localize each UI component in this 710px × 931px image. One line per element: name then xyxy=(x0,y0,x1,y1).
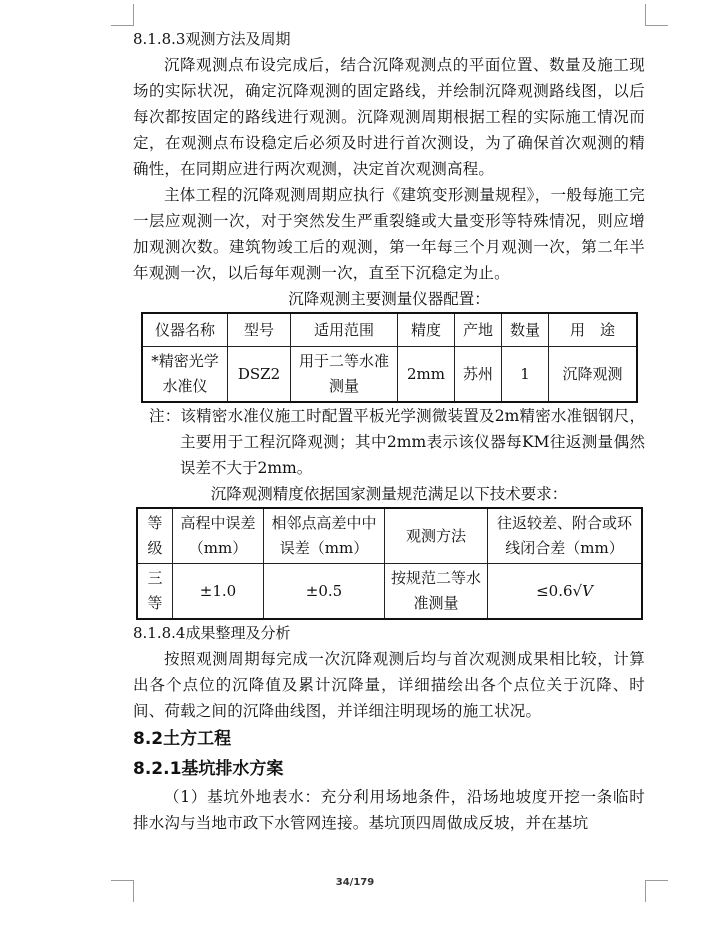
table-header-cell: 仪器名称 xyxy=(142,313,228,347)
heading-earthwork: 8.2土方工程 xyxy=(133,729,232,749)
table-cell: 苏州 xyxy=(455,347,502,403)
table-cell: ±1.0 xyxy=(173,564,264,620)
table-header-cell: 精度 xyxy=(398,313,455,347)
table-cell: 2mm xyxy=(398,347,455,403)
table-row xyxy=(137,564,642,620)
instrument-table xyxy=(141,312,638,403)
crop-mark-top-right-v xyxy=(645,4,646,26)
table-cell: DSZ2 xyxy=(228,347,291,403)
heading-pit-drainage: 8.2.1基坑排水方案 xyxy=(133,759,284,779)
table-cell: 1 xyxy=(502,347,549,403)
table-header-cell: 等级 xyxy=(137,508,173,564)
page-number: 34/179 xyxy=(335,877,375,888)
paragraph-surface-water: （1）基坑外地表水：充分利用场地条件，沿场地坡度开挖一条临时排水沟与当地市政下水管网连接。基坑顶四周做成反坡，并在基坑 xyxy=(133,788,645,832)
table-header-cell: 往返较差、附合或环线闭合差（mm） xyxy=(488,508,643,564)
table1-caption: 沉降观测主要测量仪器配置： xyxy=(288,290,490,308)
sqrt-v-symbol: √V xyxy=(572,581,593,600)
table-header-cell: 数量 xyxy=(502,313,549,347)
table-cell: 三等 xyxy=(137,564,173,620)
table-header-cell: 相邻点高差中中误差（mm） xyxy=(264,508,385,564)
table-header-cell: 高程中误差（mm） xyxy=(173,508,264,564)
accuracy-table xyxy=(136,507,643,620)
section-title-result-analysis: 8.1.8.4成果整理及分析 xyxy=(133,624,291,642)
table-cell: *精密光学水准仪 xyxy=(142,347,228,403)
table-cell: 用于二等水准测量 xyxy=(291,347,398,403)
table-header-cell: 观测方法 xyxy=(385,508,488,564)
table-header-row xyxy=(142,313,637,347)
table-header-cell: 适用范围 xyxy=(291,313,398,347)
table-cell-formula xyxy=(488,564,643,620)
table-header-cell: 用 途 xyxy=(549,313,638,347)
paragraph-observation-route: 沉降观测点布设完成后，结合沉降观测点的平面位置、数量及施工现场的实际状况，确定沉降观测的固定路线，并绘制沉降观测路线图，以后每次都按固定的路线进行观测。沉降观测周期根据工程的实际施工情况而定，在观测点布设稳定后必须及时进行首次测设，为了确保首次观测的精确性，在同期应进行两次观测，决定首次观测高程。 xyxy=(133,56,645,178)
crop-mark-top-right-h xyxy=(646,25,668,26)
section-title-observation-method: 8.1.8.3观测方法及周期 xyxy=(133,30,291,48)
table-header-cell: 产地 xyxy=(455,313,502,347)
paragraph-observation-period: 主体工程的沉降观测周期应执行《建筑变形测量规程》，一般每施工完一层应观测一次，对于突然发生严重裂缝或大量变形等特殊情况，则应增加观测次数。建筑物竣工后的观测，第一年每三个月观测一次，第二年半年观测一次，以后每年观测一次，直至下沉稳定为止。 xyxy=(133,186,645,282)
formula-value: ≤0.6 xyxy=(536,581,573,600)
table-row xyxy=(142,347,637,403)
crop-mark-top-left-h xyxy=(111,25,133,26)
table-cell: 沉降观测 xyxy=(549,347,638,403)
document-page xyxy=(133,26,645,836)
crop-mark-top-left-v xyxy=(133,4,134,26)
instrument-note: 注：该精密水准仪施工时配置平板光学测微装置及2m精密水准铟钢尺，主要用于工程沉降观测；其中2mm表示该仪器每KM往返测量偶然误差不大于2mm。 xyxy=(149,407,645,477)
table-cell: 按规范二等水准测量 xyxy=(385,564,488,620)
paragraph-result-analysis: 按照观测周期每完成一次沉降观测后均与首次观测成果相比较，计算出各个点位的沉降值及累计沉降量，详细描绘出各个点位关于沉降、时间、荷载之间的沉降曲线图，并详细注明现场的施工状况。 xyxy=(133,650,645,720)
table-header-row xyxy=(137,508,642,564)
table-cell: ±0.5 xyxy=(264,564,385,620)
table-header-cell: 型号 xyxy=(228,313,291,347)
table2-caption: 沉降观测精度依据国家测量规范满足以下技术要求： xyxy=(210,485,568,503)
